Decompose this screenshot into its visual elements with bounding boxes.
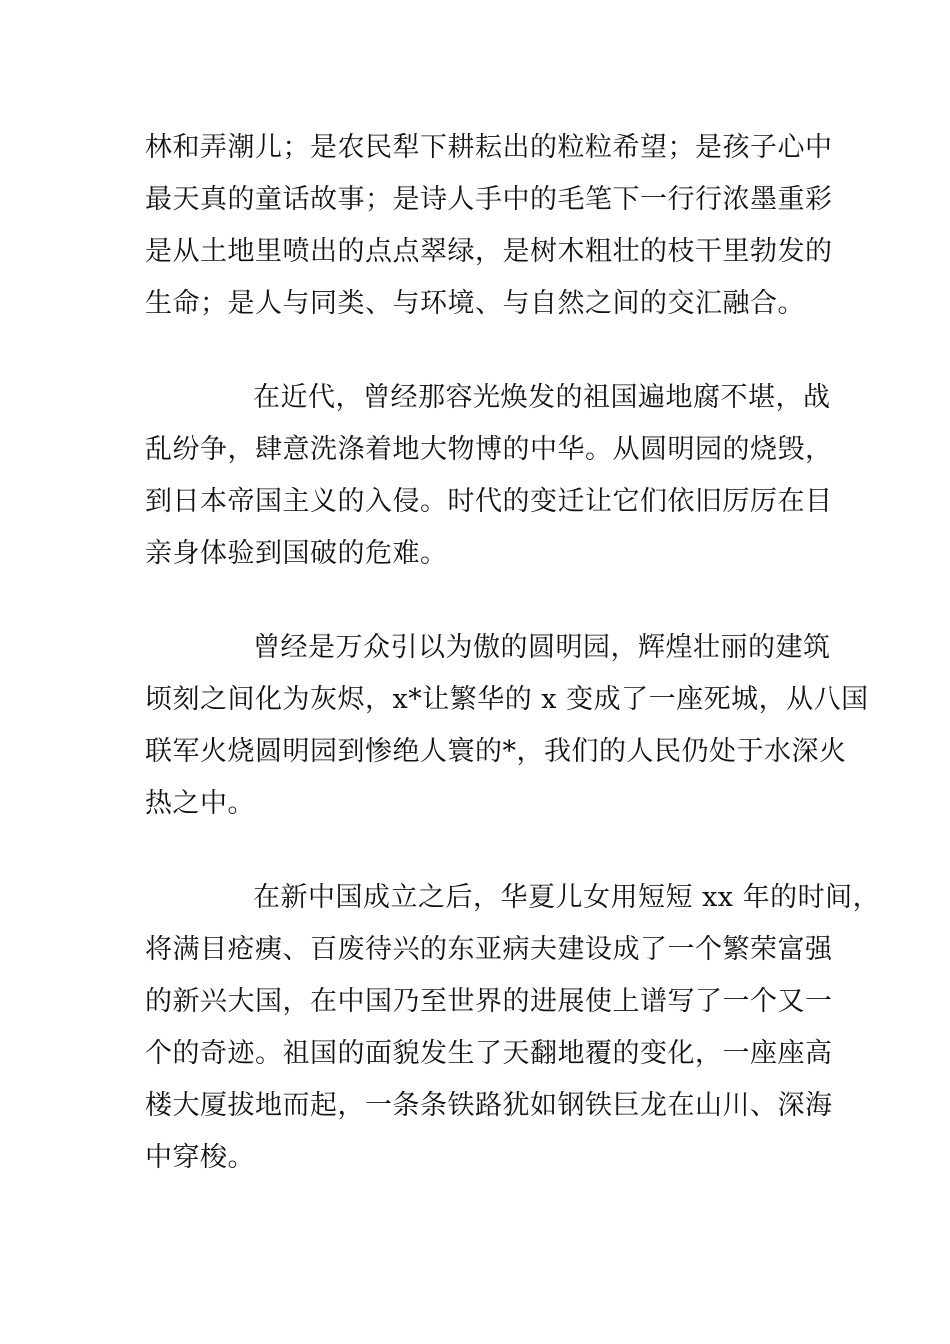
text-line: 联军火烧圆明园到惨绝人寰的*，我们的人民仍处于水深火 [145, 736, 847, 767]
text-line: 生命；是人与同类、与环境、与自然之间的交汇融合。 [145, 288, 805, 319]
text-line: 到日本帝国主义的入侵。时代的变迁让它们依旧厉厉在目 [145, 486, 833, 517]
paragraph-1 [145, 122, 833, 330]
text-line: 曾经是万众引以为傲的圆明园，辉煌壮丽的建筑 [253, 632, 831, 663]
paragraph-3 [145, 622, 869, 830]
text-line: 热之中。 [145, 788, 255, 819]
text-line: 将满目疮痍、百废待兴的东亚病夫建设成了一个繁荣富强 [145, 934, 833, 965]
text-line: 中穿梭。 [145, 1142, 255, 1173]
paragraph-4 [145, 872, 881, 1184]
text-line: 在新中国成立之后，华夏儿女用短短 xx 年的时间， [253, 882, 881, 913]
text-line: 林和弄潮儿；是农民犁下耕耘出的粒粒希望；是孩子心中 [145, 132, 833, 163]
text-line: 楼大厦拔地而起，一条条铁路犹如钢铁巨龙在山川、深海 [145, 1090, 833, 1121]
text-line: 亲身体验到国破的危难。 [145, 538, 448, 569]
text-line: 乱纷争，肆意洗涤着地大物博的中华。从圆明园的烧毁， [145, 434, 833, 465]
text-line: 在近代，曾经那容光焕发的祖国遍地腐不堪，战 [253, 382, 831, 413]
text-line: 顷刻之间化为灰烬，x*让繁华的 x 变成了一座死城，从八国 [145, 684, 869, 715]
text-line: 最天真的童话故事；是诗人手中的毛笔下一行行浓墨重彩 [145, 184, 833, 215]
text-line: 的新兴大国，在中国乃至世界的进展使上谱写了一个又一 [145, 986, 833, 1017]
paragraph-2 [145, 372, 833, 580]
text-line: 是从土地里喷出的点点翠绿，是树木粗壮的枝干里勃发的 [145, 236, 833, 267]
text-line: 个的奇迹。祖国的面貌发生了天翻地覆的变化，一座座高 [145, 1038, 833, 1069]
